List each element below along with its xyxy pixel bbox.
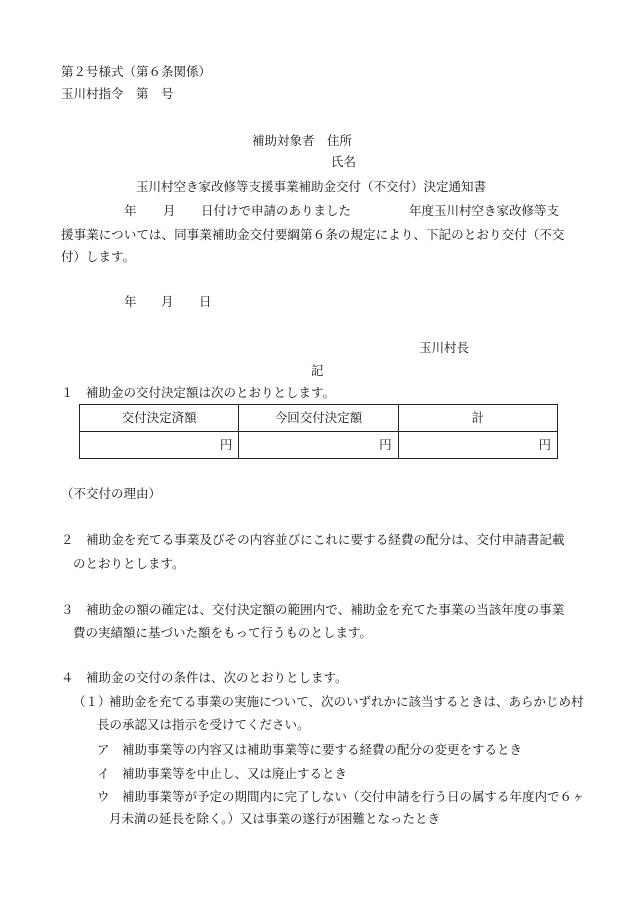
cell-current-amount: 円	[239, 432, 398, 459]
section-3-text-2: 費の実績額に基づいた額をもって行うものとします。	[73, 625, 373, 640]
section-3-text-1: 補助金の額の確定は、交付決定額の範囲内で、補助金を充てた事業の当該年度の事業	[86, 602, 565, 617]
body-year: 年	[124, 203, 137, 218]
body-line-2: 援事業については、同事業補助金交付要綱第６条の規定により、下記のとおり交付（不交	[61, 227, 565, 242]
amount-table	[79, 404, 558, 459]
document-title: 玉川村空き家改修等支援事業補助金交付（不交付）決定通知書	[136, 179, 487, 194]
sub-item-u-text-1: 補助事業等が予定の期間内に完了しない（交付申請を行う日の属する年度内で６ヶ	[122, 789, 585, 804]
section-1-text: 補助金の交付決定額は次のとおりとします。	[86, 385, 336, 400]
section-2-text-2: のとおりとします。	[73, 556, 185, 571]
issuer: 玉川村長	[419, 340, 470, 355]
header-current-amount: 今回交付決定額	[239, 405, 398, 432]
body-month: 月	[163, 203, 176, 218]
addressee-address-label: 補助対象者 住所	[252, 133, 353, 148]
cell-prior-amount: 円	[80, 432, 239, 459]
header-prior-amount: 交付決定済額	[80, 405, 239, 432]
section-1-number: １	[61, 385, 74, 400]
condition-1-number: （１）	[73, 694, 111, 709]
section-2-number: ２	[61, 532, 74, 547]
condition-1-text-1: 補助金を充てる事業の実施について、次のいずれかに該当するときは、あらかじめ村	[109, 694, 584, 709]
sub-item-u-text-2: 月未満の延長を除く。）又は事業の遂行が困難となったとき	[109, 811, 441, 826]
section-3-number: ３	[61, 602, 74, 617]
body-date-phrase: 日付けで申請のありました	[201, 203, 352, 218]
date-year: 年	[124, 294, 137, 309]
condition-1-text-2: 長の承認又は指示を受けてください。	[97, 717, 310, 732]
order-number: 玉川村指令 第 号	[61, 86, 174, 101]
body-line-3: 付）します。	[61, 249, 136, 264]
header-total: 計	[398, 405, 557, 432]
ki-heading: 記	[311, 363, 324, 378]
section-4-text: 補助金の交付の条件は、次のとおりとします。	[86, 670, 348, 685]
sub-item-u-label: ウ	[97, 789, 110, 804]
sub-item-a-text: 補助事業等の内容又は補助事業等に要する経費の配分の変更をするとき	[122, 742, 523, 757]
sub-item-i-label: イ	[97, 766, 110, 781]
form-label: 第２号様式（第６条関係）	[61, 64, 212, 79]
cell-total: 円	[398, 432, 557, 459]
sub-item-i-text: 補助事業等を中止し、又は廃止するとき	[122, 766, 348, 781]
date-day: 日	[199, 294, 212, 309]
body-fiscal-year-phrase: 年度玉川村空き家改修等支	[409, 203, 560, 218]
sub-item-a-label: ア	[97, 742, 110, 757]
date-month: 月	[161, 294, 174, 309]
section-4-number: ４	[61, 670, 74, 685]
table-row	[80, 432, 558, 459]
addressee-name-label: 氏名	[331, 154, 357, 169]
non-grant-reason-label: （不交付の理由）	[61, 486, 162, 501]
table-header-row	[80, 405, 558, 432]
section-2-text-1: 補助金を充てる事業及びその内容並びにこれに要する経費の配分は、交付申請書記載	[86, 532, 565, 547]
